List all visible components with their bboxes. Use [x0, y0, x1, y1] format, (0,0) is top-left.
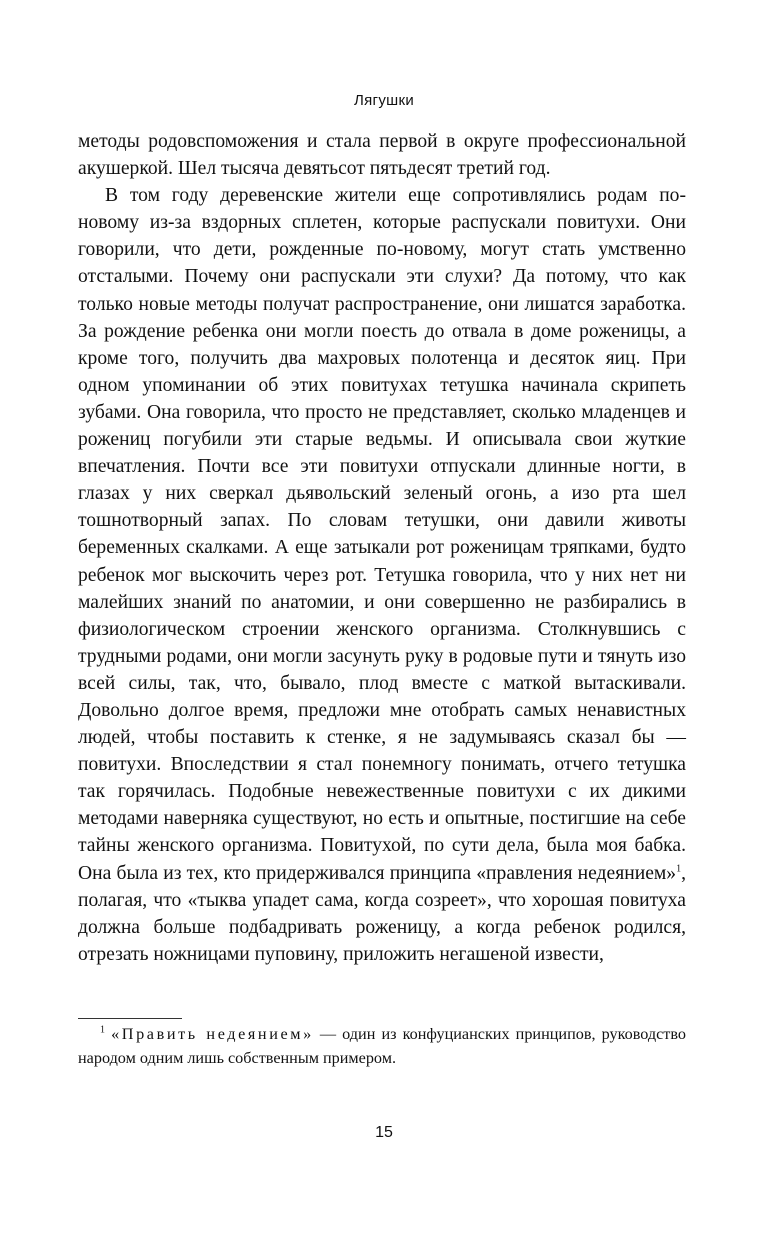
footnote-marker: 1 [100, 1024, 105, 1036]
footnote [78, 1022, 686, 1070]
footnote-separator [78, 1018, 182, 1019]
paragraph [78, 182, 686, 968]
running-head: Лягушки [353, 92, 414, 109]
main-text [78, 128, 686, 968]
paragraph-continued [78, 128, 686, 182]
paragraph-2-text-end: , полагая, что «тыква упадет сама, когда созреет», что хорошая повитуха должна больше подбадривать роженицу, а когда ребенок родился, отрезать ножницами пуповину, приложить негашеной извести, [78, 862, 686, 965]
paragraph-2-text: В том году деревенские жители еще сопротивлялись родам по-новому из-за вздорных сплетен, которые распускали повитухи. Они говорили, что дети, рожденные по-новому, могут стать умственно отсталыми. Почему они распускали эти слухи? Да потому, что как только новые методы получат распространение, они лишатся заработка. За рождение ребенка они могли поесть до отвала в доме роженицы, а кроме того, получить два махровых полотенца и десяток яиц. При одном упоминании об этих повитухах тетушка начинала скрипеть зубами. Она говорила, что просто не представляет, сколько младенцев и рожениц погубили эти старые ведьмы. И описывала свои жуткие впечатления. Почти все эти повитухи отпускали длинные ногти, в глазах у них сверкал дьявольский зеленый огонь, а изо рта шел тошнотворный запах. По словам тетушки, они давили животы беременных скалками. А еще затыкали рот роженицам тряпками, будто ребенок мог выскочить через рот. Тетушка говорила, что у них нет ни малейших знаний по анатомии, и они совершенно не разбирались в физиологическом строении женского организма. Столкнувшись с трудными родами, они могли засунуть руку в родовые пути и тянуть изо всей силы, так, что, бывало, плод вместе с маткой вытаскивали. Довольно долгое время, предложи мне отобрать самых ненавистных людей, чтобы поставить к стенке, я не задумываясь сказал бы — повитухи. Впоследствии я стал понемногу понимать, отчего тетушка так горячилась. Подобные невежественные повитухи с их дикими методами наверняка существуют, но есть и опытные, постигшие на себе тайны женского организма. Повитухой, по сути дела, была моя бабка. Она была из тех, кто придерживался принципа «правления недеянием» [78, 185, 686, 884]
footnote-term: «Править недеянием» [111, 1025, 314, 1043]
paragraph-1-text: методы родовспоможения и стала первой в округе профессиональной акушеркой. Шел тысяча девятьсот пятьдесят третий год. [78, 131, 686, 180]
footnote-reference[interactable]: 1 [676, 863, 682, 874]
page-number: 15 [375, 1124, 393, 1141]
footnote-text: — один из конфуцианских принципов, руководство народом одним лишь собственным примером. [78, 1025, 687, 1067]
